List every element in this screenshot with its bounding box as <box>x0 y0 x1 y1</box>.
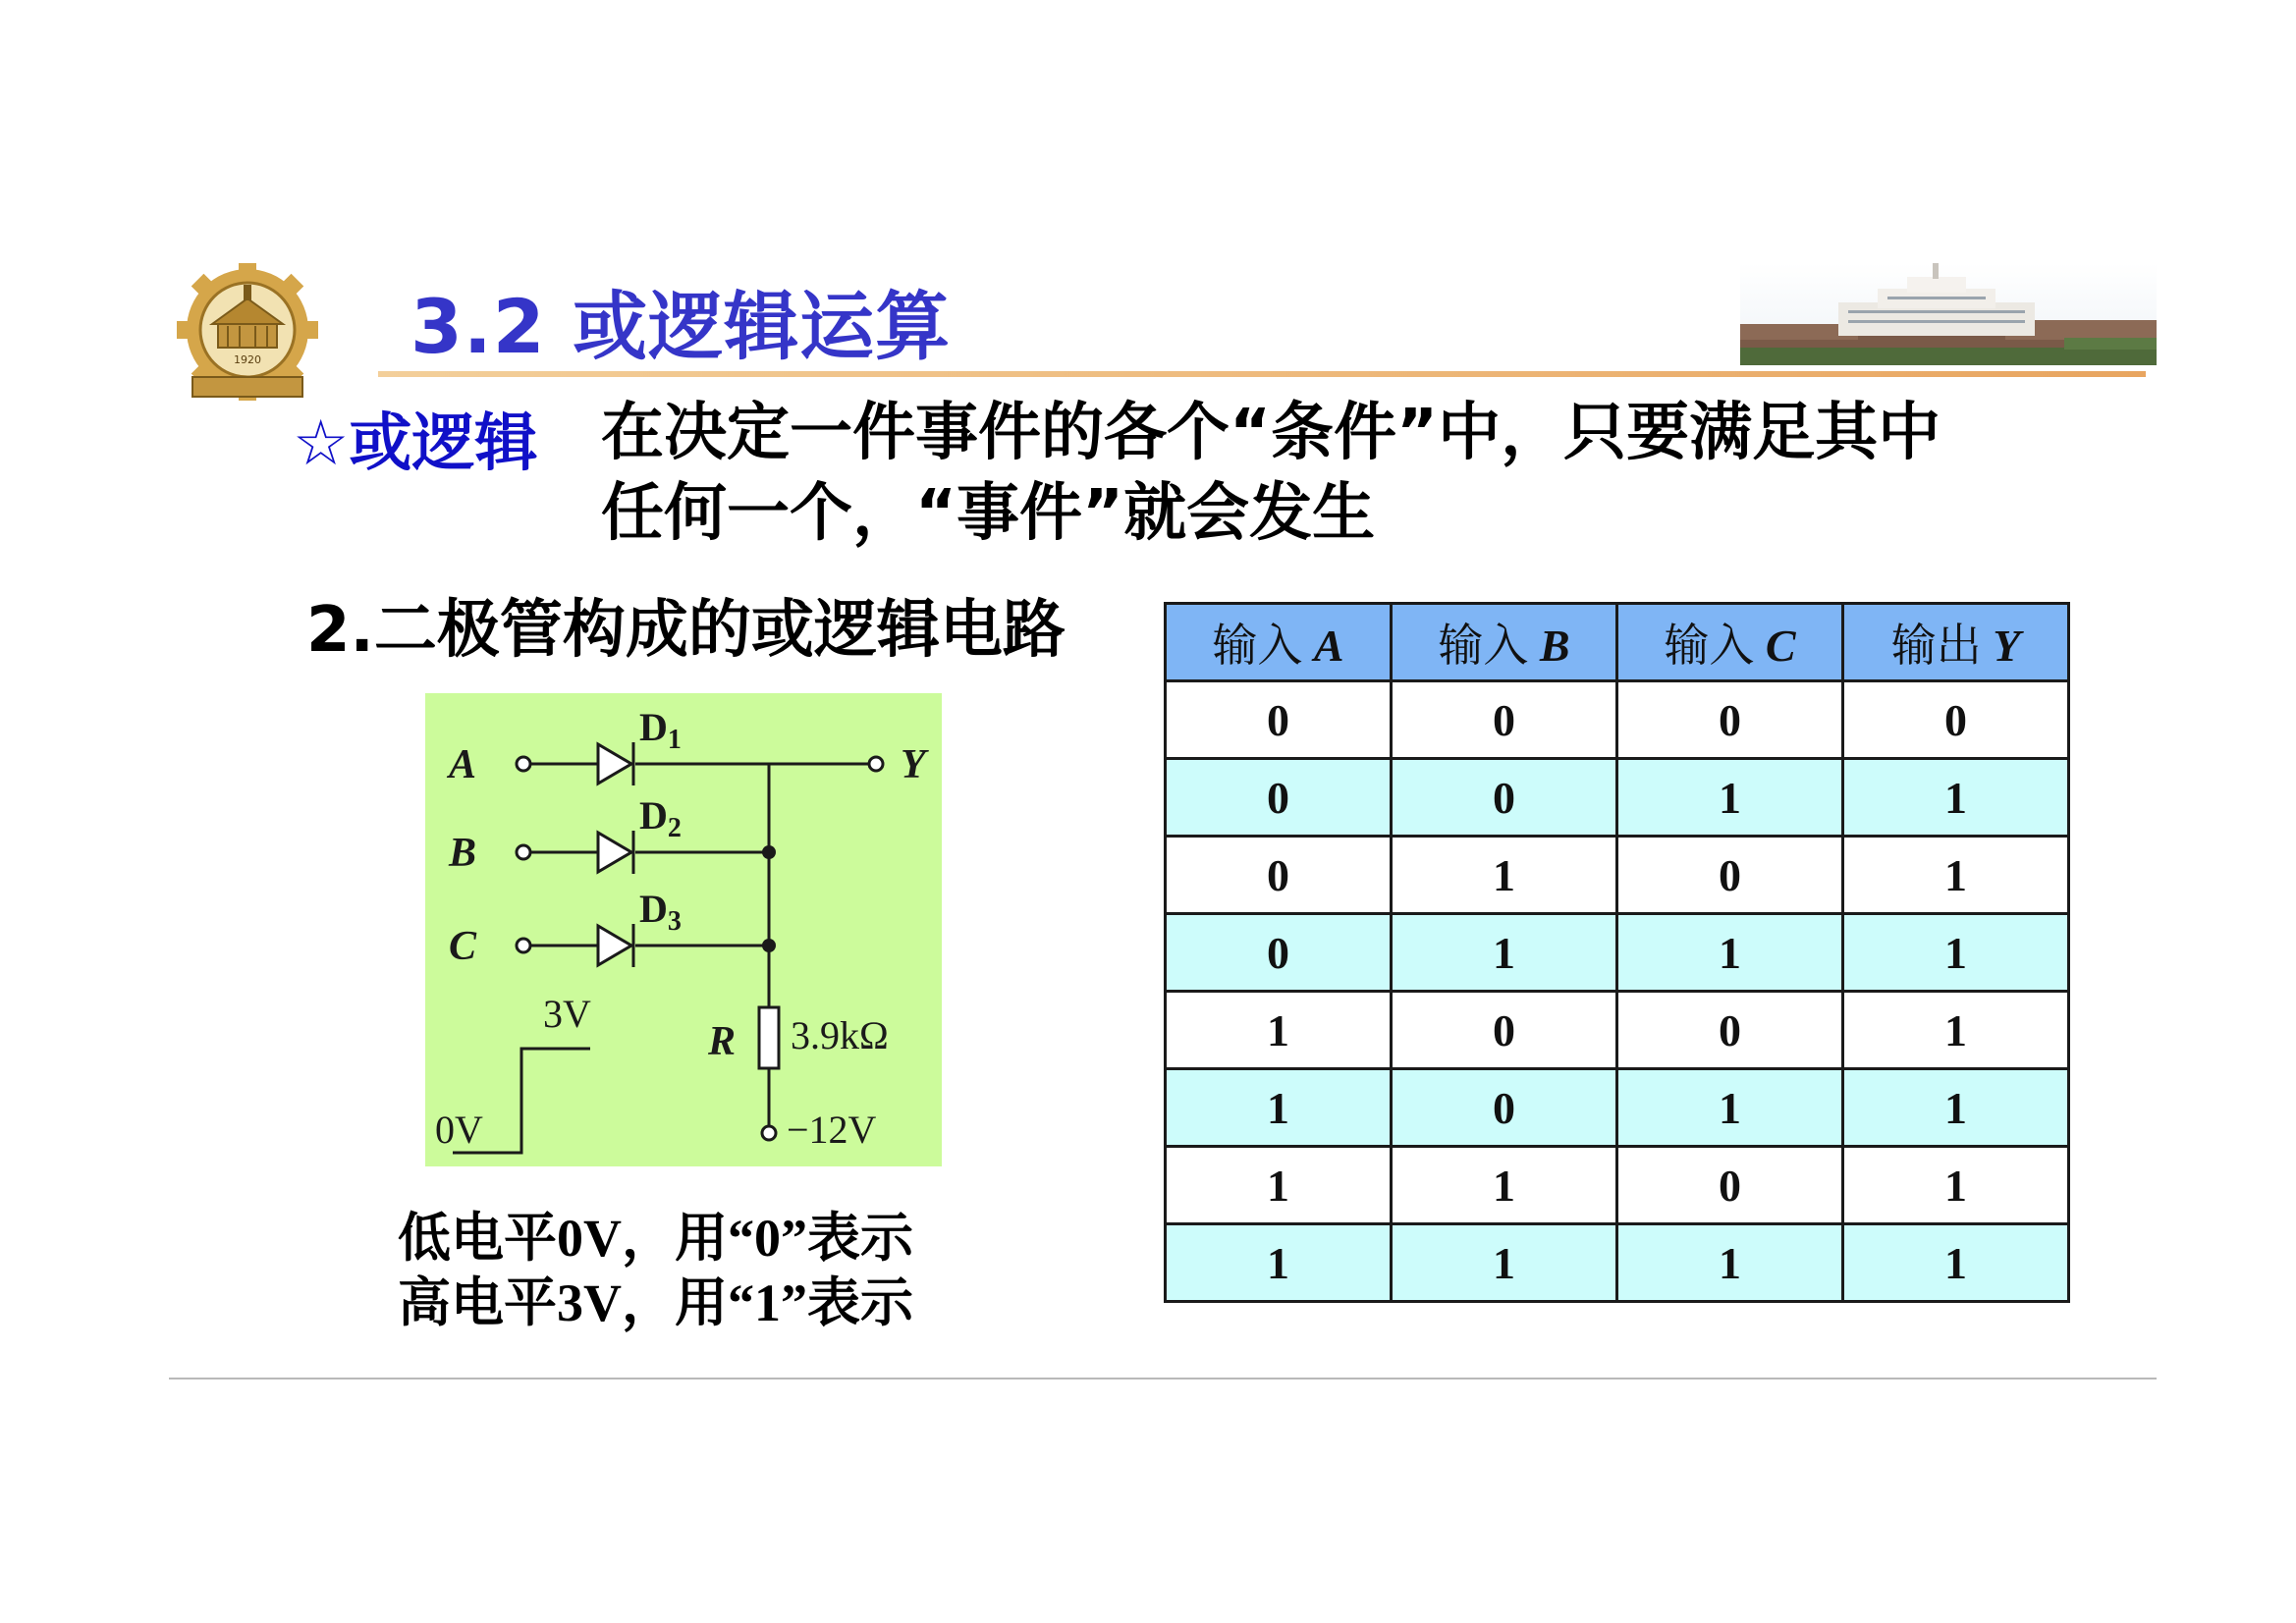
section-heading: 2.二极管构成的或逻辑电路 <box>306 594 1066 667</box>
diode-d3-label: $D_3$ <box>639 887 682 937</box>
campus-photo <box>1740 263 2157 365</box>
level-notes <box>398 1206 913 1335</box>
table-cell: 1 <box>1617 914 1843 992</box>
table-cell: 0 <box>1843 681 2069 759</box>
table-cell: 0 <box>1166 681 1392 759</box>
input-a-label: A <box>449 742 477 787</box>
diode-d1-label: $D_1$ <box>639 705 682 755</box>
diode-d1-symbol <box>598 742 633 785</box>
terminal-a <box>517 757 530 771</box>
level-low-note: 低电平0V，用“0”表示 <box>398 1209 913 1268</box>
table-cell: 1 <box>1166 1069 1392 1147</box>
table-row <box>1166 1069 2069 1147</box>
table-row <box>1166 914 2069 992</box>
table-cell: 0 <box>1617 837 1843 914</box>
table-cell: 1 <box>1617 1224 1843 1302</box>
table-cell: 1 <box>1392 1224 1617 1302</box>
header-input-b: 输入 B <box>1392 604 1617 681</box>
table-cell: 1 <box>1392 837 1617 914</box>
table-row <box>1166 1147 2069 1224</box>
output-y-label: Y <box>901 742 926 787</box>
table-cell: 1 <box>1392 914 1617 992</box>
table-row <box>1166 759 2069 837</box>
table-cell: 1 <box>1617 1069 1843 1147</box>
junction-b <box>762 845 776 859</box>
circuit-diagram <box>425 693 942 1166</box>
svg-text:1920: 1920 <box>234 353 261 366</box>
table-cell: 1 <box>1166 1224 1392 1302</box>
resistor-label: R <box>708 1019 737 1064</box>
table-cell: 1 <box>1617 759 1843 837</box>
table-cell: 0 <box>1617 1147 1843 1224</box>
diode-d3-symbol <box>598 924 633 967</box>
input-b-label: B <box>449 831 477 876</box>
table-cell: 1 <box>1843 1147 2069 1224</box>
definition-line-2: 任何一个，“事件”就会发生 <box>601 477 1376 550</box>
diode-d2-label: $D_2$ <box>639 793 682 843</box>
table-row <box>1166 681 2069 759</box>
title-underline <box>378 371 2146 377</box>
terminal-y <box>869 757 883 771</box>
table-row <box>1166 992 2069 1069</box>
table-cell: 0 <box>1392 1069 1617 1147</box>
input-c-label: C <box>449 924 477 969</box>
table-cell: 0 <box>1617 681 1843 759</box>
level-high-note: 高电平3V，用“1”表示 <box>398 1273 913 1332</box>
definition-line-1: 在决定一件事件的各个“条件”中，只要满足其中 <box>601 397 1941 469</box>
table-row <box>1166 1224 2069 1302</box>
header-input-a: 输入 A <box>1166 604 1392 681</box>
footer-divider <box>169 1378 2157 1380</box>
table-cell: 1 <box>1843 759 2069 837</box>
table-cell: 1 <box>1843 1224 2069 1302</box>
header-output-y: 输出 Y <box>1843 604 2069 681</box>
supply-voltage: −12V <box>787 1108 877 1152</box>
table-cell: 1 <box>1392 1147 1617 1224</box>
table-cell: 0 <box>1617 992 1843 1069</box>
definition-label: ☆或逻辑 <box>293 407 538 480</box>
table-cell: 0 <box>1166 837 1392 914</box>
table-cell: 1 <box>1843 837 2069 914</box>
table-cell: 1 <box>1843 992 2069 1069</box>
pulse-low-label: 0V <box>435 1108 483 1152</box>
truth-table <box>1164 602 2070 1303</box>
junction-c <box>762 939 776 952</box>
terminal-b <box>517 845 530 859</box>
table-row <box>1166 837 2069 914</box>
terminal-c <box>517 939 530 952</box>
pulse-high-label: 3V <box>543 992 591 1036</box>
truth-table-header <box>1166 604 2069 681</box>
table-cell: 1 <box>1166 992 1392 1069</box>
table-cell: 1 <box>1166 1147 1392 1224</box>
resistor-value: 3.9kΩ <box>791 1013 889 1057</box>
diode-d2-symbol <box>598 831 633 874</box>
resistor-symbol <box>759 1007 779 1068</box>
table-cell: 1 <box>1843 1069 2069 1147</box>
university-logo <box>169 263 326 401</box>
definition-text <box>601 393 2133 554</box>
table-cell: 0 <box>1166 759 1392 837</box>
terminal-supply <box>762 1126 776 1140</box>
table-cell: 0 <box>1392 992 1617 1069</box>
table-cell: 0 <box>1166 914 1392 992</box>
table-cell: 0 <box>1392 759 1617 837</box>
table-cell: 0 <box>1392 681 1617 759</box>
header-input-c: 输入 C <box>1617 604 1843 681</box>
table-cell: 1 <box>1843 914 2069 992</box>
slide-title: 3.2 或逻辑运算 <box>410 283 952 370</box>
